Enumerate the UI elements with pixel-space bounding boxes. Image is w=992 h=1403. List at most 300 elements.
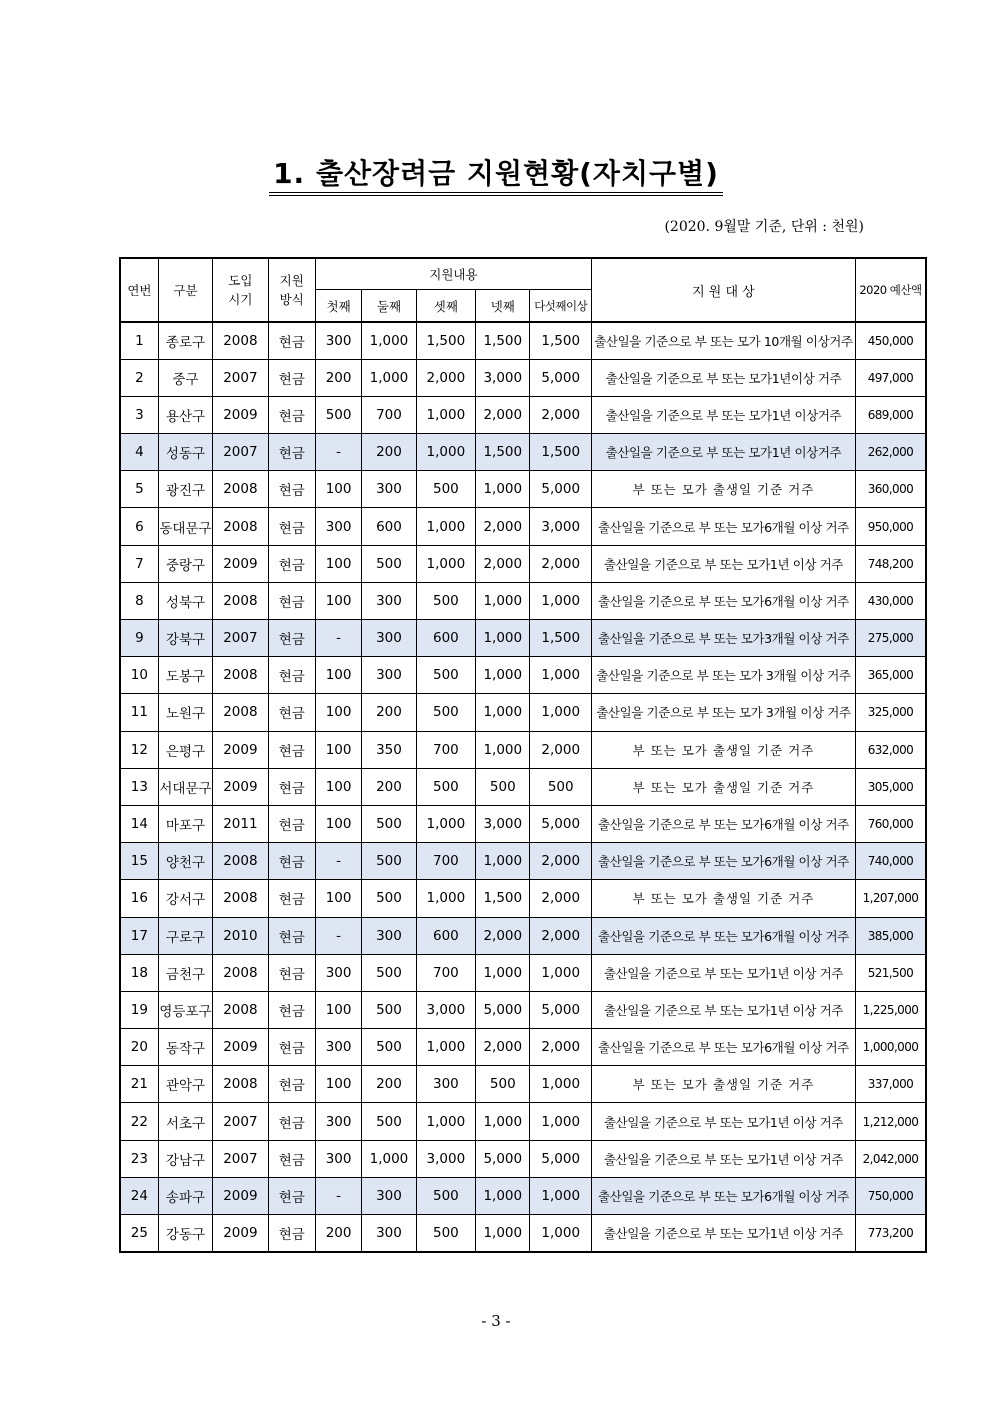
table-row xyxy=(120,880,926,917)
row-target: 출산일을 기준으로 부 또는 모가6개월 이상 거주 xyxy=(591,508,855,545)
row-district: 중구 xyxy=(158,359,212,396)
row-year: 2007 xyxy=(213,434,268,471)
table-header xyxy=(120,258,926,322)
table-row xyxy=(120,805,926,842)
row-third: 700 xyxy=(416,843,475,880)
row-first: 100 xyxy=(315,805,361,842)
row-method: 현금 xyxy=(268,582,315,619)
row-budget: 497,000 xyxy=(855,359,926,396)
row-budget: 1,212,000 xyxy=(855,1103,926,1140)
row-district: 마포구 xyxy=(158,805,212,842)
row-first: 300 xyxy=(315,1103,361,1140)
row-fifth-plus: 1,500 xyxy=(530,322,591,359)
table-row xyxy=(120,1140,926,1177)
row-second: 500 xyxy=(362,545,416,582)
support-table xyxy=(119,257,927,1253)
row-no: 7 xyxy=(120,545,158,582)
row-second: 200 xyxy=(362,694,416,731)
row-budget: 360,000 xyxy=(855,471,926,508)
row-year: 2008 xyxy=(213,880,268,917)
row-first: 100 xyxy=(315,582,361,619)
row-first: - xyxy=(315,620,361,657)
row-fifth-plus: 1,000 xyxy=(530,1066,591,1103)
row-no: 16 xyxy=(120,880,158,917)
row-budget: 950,000 xyxy=(855,508,926,545)
row-method: 현금 xyxy=(268,620,315,657)
row-no: 15 xyxy=(120,843,158,880)
row-first: 300 xyxy=(315,508,361,545)
row-budget: 773,200 xyxy=(855,1215,926,1252)
row-third: 500 xyxy=(416,582,475,619)
row-first: - xyxy=(315,843,361,880)
row-first: 100 xyxy=(315,545,361,582)
row-no: 14 xyxy=(120,805,158,842)
header-budget: 2020 예산액 xyxy=(855,258,926,322)
row-third: 1,000 xyxy=(416,1103,475,1140)
row-year: 2009 xyxy=(213,768,268,805)
row-target: 부 또는 모가 출생일 기준 거주 xyxy=(591,471,855,508)
row-budget: 2,042,000 xyxy=(855,1140,926,1177)
row-no: 2 xyxy=(120,359,158,396)
header-fourth: 넷째 xyxy=(476,290,530,323)
row-budget: 365,000 xyxy=(855,657,926,694)
row-target: 부 또는 모가 출생일 기준 거주 xyxy=(591,731,855,768)
row-first: 100 xyxy=(315,694,361,731)
row-third: 700 xyxy=(416,954,475,991)
header-target: 지 원 대 상 xyxy=(591,258,855,322)
row-fourth: 1,000 xyxy=(476,657,530,694)
row-target: 출산일을 기준으로 부 또는 모가1년이상 거주 xyxy=(591,359,855,396)
table-row xyxy=(120,1177,926,1214)
row-target: 출산일을 기준으로 부 또는 모가1년 이상거주 xyxy=(591,434,855,471)
row-budget: 325,000 xyxy=(855,694,926,731)
row-target: 출산일을 기준으로 부 또는 모가6개월 이상 거주 xyxy=(591,843,855,880)
table-row xyxy=(120,954,926,991)
row-fourth: 1,500 xyxy=(476,434,530,471)
row-fourth: 2,000 xyxy=(476,917,530,954)
table-body xyxy=(120,322,926,1252)
row-fourth: 1,500 xyxy=(476,322,530,359)
table-row xyxy=(120,396,926,433)
row-first: 300 xyxy=(315,322,361,359)
row-target: 출산일을 기준으로 부 또는 모가1년 이상 거주 xyxy=(591,1215,855,1252)
row-no: 4 xyxy=(120,434,158,471)
row-no: 12 xyxy=(120,731,158,768)
header-district: 구분 xyxy=(158,258,212,322)
row-budget: 760,000 xyxy=(855,805,926,842)
row-year: 2008 xyxy=(213,694,268,731)
row-target: 출산일을 기준으로 부 또는 모가1년 이상 거주 xyxy=(591,991,855,1028)
row-fifth-plus: 2,000 xyxy=(530,545,591,582)
row-first: 100 xyxy=(315,731,361,768)
row-fourth: 1,500 xyxy=(476,880,530,917)
row-fifth-plus: 500 xyxy=(530,768,591,805)
row-second: 700 xyxy=(362,396,416,433)
row-year: 2008 xyxy=(213,322,268,359)
row-fifth-plus: 2,000 xyxy=(530,880,591,917)
row-fourth: 2,000 xyxy=(476,508,530,545)
header-fifth-plus: 다섯째이상 xyxy=(530,290,591,323)
row-second: 300 xyxy=(362,1215,416,1252)
row-budget: 262,000 xyxy=(855,434,926,471)
row-target: 출산일을 기준으로 부 또는 모가6개월 이상 거주 xyxy=(591,1177,855,1214)
row-method: 현금 xyxy=(268,1177,315,1214)
row-budget: 1,000,000 xyxy=(855,1029,926,1066)
row-method: 현금 xyxy=(268,657,315,694)
row-second: 500 xyxy=(362,1029,416,1066)
row-year: 2008 xyxy=(213,991,268,1028)
row-first: 200 xyxy=(315,359,361,396)
table-row xyxy=(120,322,926,359)
row-budget: 740,000 xyxy=(855,843,926,880)
row-first: 100 xyxy=(315,471,361,508)
row-second: 300 xyxy=(362,917,416,954)
row-second: 300 xyxy=(362,657,416,694)
row-fifth-plus: 1,000 xyxy=(530,582,591,619)
row-year: 2009 xyxy=(213,1177,268,1214)
row-target: 출산일을 기준으로 부 또는 모가1년 이상 거주 xyxy=(591,545,855,582)
row-budget: 1,225,000 xyxy=(855,991,926,1028)
row-fifth-plus: 5,000 xyxy=(530,805,591,842)
row-year: 2009 xyxy=(213,1215,268,1252)
page-title-text: 1. 출산장려금 지원현황(자치구별) xyxy=(269,157,723,196)
row-fourth: 1,000 xyxy=(476,1215,530,1252)
row-third: 500 xyxy=(416,657,475,694)
table-row xyxy=(120,917,926,954)
row-method: 현금 xyxy=(268,880,315,917)
row-third: 500 xyxy=(416,1215,475,1252)
table-row xyxy=(120,471,926,508)
row-fifth-plus: 1,000 xyxy=(530,694,591,731)
row-no: 6 xyxy=(120,508,158,545)
row-district: 노원구 xyxy=(158,694,212,731)
row-fourth: 5,000 xyxy=(476,1140,530,1177)
row-method: 현금 xyxy=(268,434,315,471)
row-second: 500 xyxy=(362,805,416,842)
table-row xyxy=(120,508,926,545)
row-first: 300 xyxy=(315,1140,361,1177)
row-second: 350 xyxy=(362,731,416,768)
row-fifth-plus: 2,000 xyxy=(530,396,591,433)
row-second: 200 xyxy=(362,1066,416,1103)
row-third: 2,000 xyxy=(416,359,475,396)
table-row xyxy=(120,991,926,1028)
row-fourth: 2,000 xyxy=(476,1029,530,1066)
row-district: 강남구 xyxy=(158,1140,212,1177)
row-second: 500 xyxy=(362,1103,416,1140)
header-no: 연번 xyxy=(120,258,158,322)
page-title xyxy=(0,157,992,196)
row-third: 500 xyxy=(416,1177,475,1214)
row-fifth-plus: 5,000 xyxy=(530,991,591,1028)
row-fifth-plus: 1,000 xyxy=(530,657,591,694)
row-year: 2007 xyxy=(213,1140,268,1177)
row-no: 25 xyxy=(120,1215,158,1252)
row-method: 현금 xyxy=(268,1066,315,1103)
row-budget: 748,200 xyxy=(855,545,926,582)
row-district: 영등포구 xyxy=(158,991,212,1028)
row-third: 300 xyxy=(416,1066,475,1103)
row-first: 200 xyxy=(315,1215,361,1252)
row-district: 서대문구 xyxy=(158,768,212,805)
header-first: 첫째 xyxy=(315,290,361,323)
table-row xyxy=(120,843,926,880)
row-third: 1,000 xyxy=(416,545,475,582)
row-third: 500 xyxy=(416,471,475,508)
row-fourth: 500 xyxy=(476,1066,530,1103)
row-first: 100 xyxy=(315,768,361,805)
row-budget: 430,000 xyxy=(855,582,926,619)
row-target: 출산일을 기준으로 부 또는 모가6개월 이상 거주 xyxy=(591,805,855,842)
row-budget: 450,000 xyxy=(855,322,926,359)
row-first: 100 xyxy=(315,880,361,917)
row-third: 600 xyxy=(416,620,475,657)
row-district: 송파구 xyxy=(158,1177,212,1214)
table-row xyxy=(120,359,926,396)
row-district: 강동구 xyxy=(158,1215,212,1252)
row-year: 2009 xyxy=(213,545,268,582)
row-year: 2008 xyxy=(213,508,268,545)
row-fourth: 1,000 xyxy=(476,620,530,657)
table-row xyxy=(120,582,926,619)
table-row xyxy=(120,1103,926,1140)
row-district: 성북구 xyxy=(158,582,212,619)
row-method: 현금 xyxy=(268,1103,315,1140)
row-second: 500 xyxy=(362,843,416,880)
row-fourth: 1,000 xyxy=(476,1103,530,1140)
row-budget: 521,500 xyxy=(855,954,926,991)
row-year: 2009 xyxy=(213,396,268,433)
row-year: 2009 xyxy=(213,731,268,768)
row-first: - xyxy=(315,1177,361,1214)
header-second: 둘째 xyxy=(362,290,416,323)
row-budget: 337,000 xyxy=(855,1066,926,1103)
row-fourth: 3,000 xyxy=(476,359,530,396)
row-budget: 385,000 xyxy=(855,917,926,954)
row-method: 현금 xyxy=(268,1215,315,1252)
row-no: 23 xyxy=(120,1140,158,1177)
row-no: 11 xyxy=(120,694,158,731)
table-row xyxy=(120,1029,926,1066)
row-fifth-plus: 1,000 xyxy=(530,954,591,991)
row-year: 2008 xyxy=(213,843,268,880)
row-district: 강서구 xyxy=(158,880,212,917)
row-first: 500 xyxy=(315,396,361,433)
row-method: 현금 xyxy=(268,1140,315,1177)
row-method: 현금 xyxy=(268,508,315,545)
row-first: 100 xyxy=(315,991,361,1028)
row-district: 서초구 xyxy=(158,1103,212,1140)
row-second: 500 xyxy=(362,954,416,991)
row-third: 500 xyxy=(416,694,475,731)
row-no: 22 xyxy=(120,1103,158,1140)
row-year: 2010 xyxy=(213,917,268,954)
row-second: 300 xyxy=(362,1177,416,1214)
row-year: 2007 xyxy=(213,1103,268,1140)
row-no: 9 xyxy=(120,620,158,657)
row-target: 부 또는 모가 출생일 기준 거주 xyxy=(591,768,855,805)
row-fifth-plus: 1,000 xyxy=(530,1103,591,1140)
row-second: 200 xyxy=(362,768,416,805)
row-year: 2008 xyxy=(213,471,268,508)
row-fifth-plus: 2,000 xyxy=(530,731,591,768)
page-number: - 3 - xyxy=(481,1312,511,1330)
row-district: 동작구 xyxy=(158,1029,212,1066)
row-first: 100 xyxy=(315,1066,361,1103)
row-third: 1,500 xyxy=(416,322,475,359)
row-no: 17 xyxy=(120,917,158,954)
row-third: 3,000 xyxy=(416,991,475,1028)
row-target: 출산일을 기준으로 부 또는 모가6개월 이상 거주 xyxy=(591,917,855,954)
row-first: - xyxy=(315,434,361,471)
table-row xyxy=(120,434,926,471)
row-fifth-plus: 3,000 xyxy=(530,508,591,545)
row-district: 관악구 xyxy=(158,1066,212,1103)
row-no: 8 xyxy=(120,582,158,619)
table-row xyxy=(120,620,926,657)
row-method: 현금 xyxy=(268,805,315,842)
row-target: 출산일을 기준으로 부 또는 모가6개월 이상 거주 xyxy=(591,1029,855,1066)
row-district: 중랑구 xyxy=(158,545,212,582)
row-target: 출산일을 기준으로 부 또는 모가 10개월 이상거주 xyxy=(591,322,855,359)
row-district: 용산구 xyxy=(158,396,212,433)
row-first: - xyxy=(315,917,361,954)
row-district: 광진구 xyxy=(158,471,212,508)
row-method: 현금 xyxy=(268,917,315,954)
row-second: 600 xyxy=(362,508,416,545)
row-fifth-plus: 2,000 xyxy=(530,917,591,954)
row-district: 도봉구 xyxy=(158,657,212,694)
row-third: 500 xyxy=(416,768,475,805)
row-first: 300 xyxy=(315,1029,361,1066)
row-budget: 1,207,000 xyxy=(855,880,926,917)
row-no: 21 xyxy=(120,1066,158,1103)
row-second: 300 xyxy=(362,582,416,619)
row-target: 출산일을 기준으로 부 또는 모가1년 이상거주 xyxy=(591,396,855,433)
row-district: 구로구 xyxy=(158,917,212,954)
table-row xyxy=(120,694,926,731)
unit-note: (2020. 9월말 기준, 단위 : 천원) xyxy=(664,219,864,235)
row-no: 24 xyxy=(120,1177,158,1214)
row-third: 1,000 xyxy=(416,396,475,433)
row-target: 출산일을 기준으로 부 또는 모가 3개월 이상 거주 xyxy=(591,657,855,694)
row-second: 1,000 xyxy=(362,359,416,396)
row-year: 2008 xyxy=(213,954,268,991)
row-district: 금천구 xyxy=(158,954,212,991)
row-no: 10 xyxy=(120,657,158,694)
row-fifth-plus: 1,500 xyxy=(530,434,591,471)
row-third: 700 xyxy=(416,731,475,768)
row-year: 2007 xyxy=(213,359,268,396)
row-first: 100 xyxy=(315,657,361,694)
row-third: 1,000 xyxy=(416,434,475,471)
row-fourth: 1,000 xyxy=(476,1177,530,1214)
row-fifth-plus: 5,000 xyxy=(530,1140,591,1177)
row-method: 현금 xyxy=(268,768,315,805)
row-year: 2008 xyxy=(213,657,268,694)
row-fourth: 1,000 xyxy=(476,471,530,508)
row-fourth: 500 xyxy=(476,768,530,805)
row-year: 2007 xyxy=(213,620,268,657)
row-fourth: 1,000 xyxy=(476,731,530,768)
row-method: 현금 xyxy=(268,731,315,768)
row-budget: 305,000 xyxy=(855,768,926,805)
row-budget: 689,000 xyxy=(855,396,926,433)
row-budget: 632,000 xyxy=(855,731,926,768)
row-budget: 750,000 xyxy=(855,1177,926,1214)
row-district: 양천구 xyxy=(158,843,212,880)
row-no: 19 xyxy=(120,991,158,1028)
row-year: 2011 xyxy=(213,805,268,842)
row-method: 현금 xyxy=(268,396,315,433)
table-row xyxy=(120,731,926,768)
row-second: 300 xyxy=(362,471,416,508)
row-third: 1,000 xyxy=(416,880,475,917)
row-fifth-plus: 2,000 xyxy=(530,843,591,880)
row-second: 1,000 xyxy=(362,1140,416,1177)
row-fourth: 1,000 xyxy=(476,954,530,991)
row-method: 현금 xyxy=(268,359,315,396)
row-no: 13 xyxy=(120,768,158,805)
row-fourth: 5,000 xyxy=(476,991,530,1028)
row-fifth-plus: 1,000 xyxy=(530,1177,591,1214)
row-no: 5 xyxy=(120,471,158,508)
row-fifth-plus: 5,000 xyxy=(530,471,591,508)
row-district: 강북구 xyxy=(158,620,212,657)
row-second: 200 xyxy=(362,434,416,471)
row-fourth: 1,000 xyxy=(476,843,530,880)
row-year: 2008 xyxy=(213,1066,268,1103)
row-fourth: 1,000 xyxy=(476,694,530,731)
row-target: 출산일을 기준으로 부 또는 모가6개월 이상 거주 xyxy=(591,582,855,619)
row-target: 출산일을 기준으로 부 또는 모가3개월 이상 거주 xyxy=(591,620,855,657)
row-fifth-plus: 5,000 xyxy=(530,359,591,396)
row-method: 현금 xyxy=(268,545,315,582)
row-second: 500 xyxy=(362,880,416,917)
row-second: 500 xyxy=(362,991,416,1028)
row-method: 현금 xyxy=(268,991,315,1028)
row-fourth: 3,000 xyxy=(476,805,530,842)
row-district: 은평구 xyxy=(158,731,212,768)
table-row xyxy=(120,657,926,694)
table-row xyxy=(120,1215,926,1252)
row-third: 1,000 xyxy=(416,508,475,545)
row-fourth: 1,000 xyxy=(476,582,530,619)
row-target: 부 또는 모가 출생일 기준 거주 xyxy=(591,1066,855,1103)
row-fifth-plus: 1,500 xyxy=(530,620,591,657)
row-fifth-plus: 1,000 xyxy=(530,1215,591,1252)
row-target: 출산일을 기준으로 부 또는 모가1년 이상 거주 xyxy=(591,954,855,991)
row-second: 1,000 xyxy=(362,322,416,359)
row-method: 현금 xyxy=(268,471,315,508)
row-fourth: 2,000 xyxy=(476,396,530,433)
table-row xyxy=(120,545,926,582)
row-target: 출산일을 기준으로 부 또는 모가 3개월 이상 거주 xyxy=(591,694,855,731)
table-row xyxy=(120,768,926,805)
row-no: 3 xyxy=(120,396,158,433)
row-budget: 275,000 xyxy=(855,620,926,657)
row-fourth: 2,000 xyxy=(476,545,530,582)
row-target: 부 또는 모가 출생일 기준 거주 xyxy=(591,880,855,917)
row-first: 300 xyxy=(315,954,361,991)
row-district: 종로구 xyxy=(158,322,212,359)
row-method: 현금 xyxy=(268,694,315,731)
header-method: 지원 방식 xyxy=(268,258,315,322)
row-second: 300 xyxy=(362,620,416,657)
row-third: 3,000 xyxy=(416,1140,475,1177)
table-row xyxy=(120,1066,926,1103)
row-target: 출산일을 기준으로 부 또는 모가1년 이상 거주 xyxy=(591,1140,855,1177)
